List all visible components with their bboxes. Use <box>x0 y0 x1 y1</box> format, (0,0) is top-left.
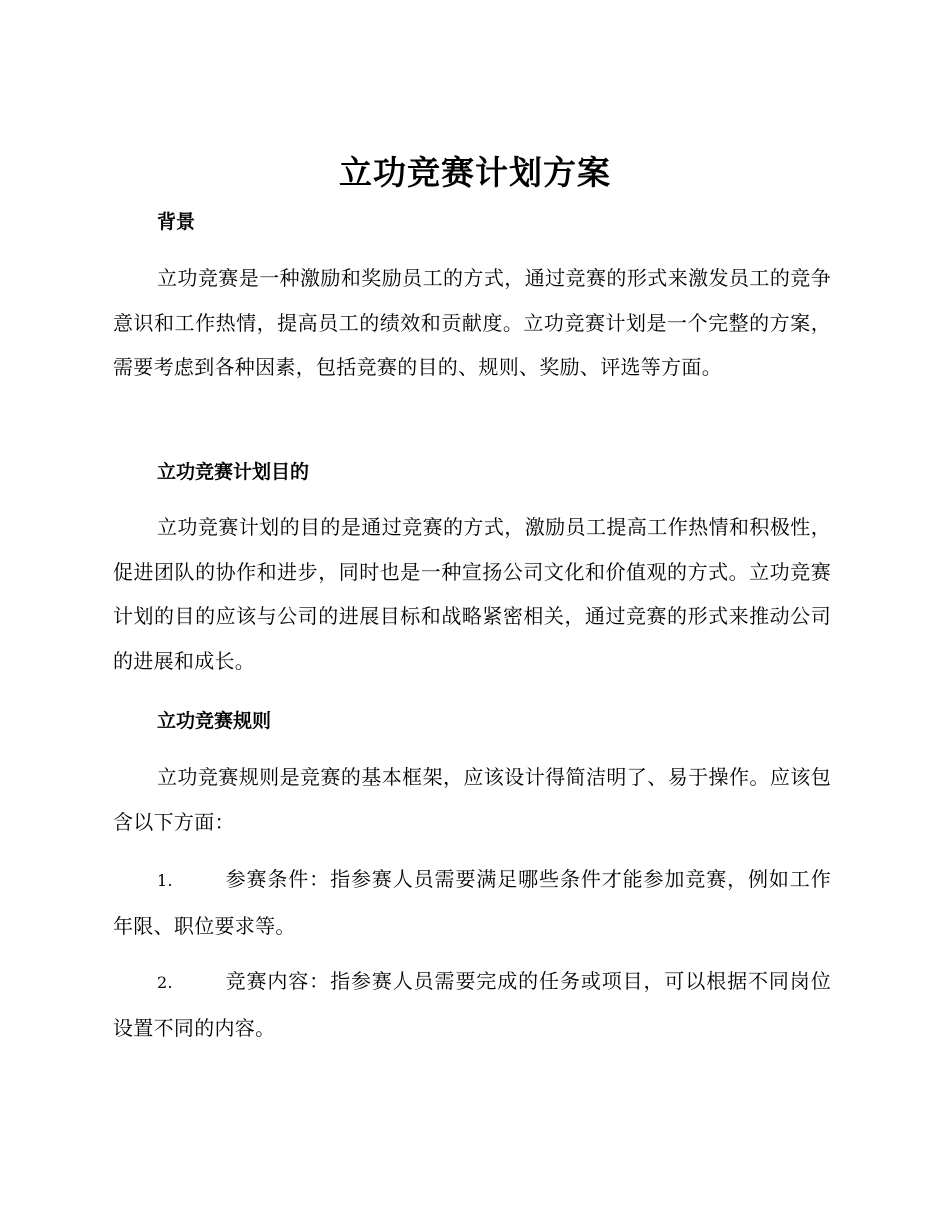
section-heading-background: 背景 <box>157 211 196 233</box>
section-paragraph-purpose: 立功竞赛计划的目的是通过竞赛的方式，激励员工提高工作热情和积极性，促进团队的协作和进步，同时也是一种宣扬公司文化和价值观的方式。立功竞赛计划的目的应该与公司的进展目标和战略紧密相关，通过竞赛的形式来推动公司的进展和成长。 <box>113 515 831 674</box>
list-item <box>113 857 831 948</box>
section-heading-rules: 立功竞赛规则 <box>157 710 272 732</box>
list-item-number: 2. <box>157 973 173 992</box>
section-heading-purpose: 立功竞赛计划目的 <box>157 461 310 483</box>
list-item-text: 参赛条件：指参赛人员需要满足哪些条件才能参加竞赛，例如工作年限、职位要求等。 <box>113 867 831 938</box>
list-item-text: 竞赛内容：指参赛人员需要完成的任务或项目，可以根据不同岗位设置不同的内容。 <box>113 969 831 1040</box>
section-paragraph-rules: 立功竞赛规则是竞赛的基本框架，应该设计得简洁明了、易于操作。应该包含以下方面： <box>113 765 831 834</box>
document-title: 立功竞赛计划方案 <box>339 153 611 192</box>
list-item <box>113 959 831 1050</box>
list-item-number: 1. <box>157 871 173 890</box>
section-paragraph-background: 立功竞赛是一种激励和奖励员工的方式，通过竞赛的形式来激发员工的竞争意识和工作热情，提高员工的绩效和贡献度。立功竞赛计划是一个完整的方案，需要考虑到各种因素，包括竞赛的目的、规则、奖励、评选等方面。 <box>113 266 831 380</box>
